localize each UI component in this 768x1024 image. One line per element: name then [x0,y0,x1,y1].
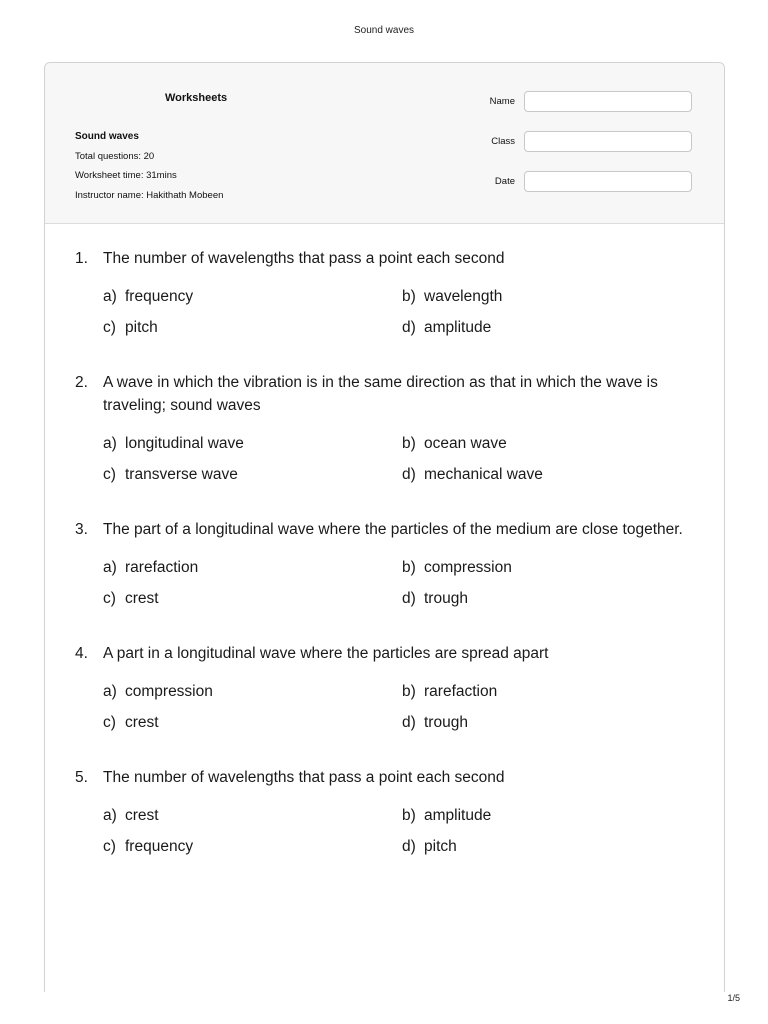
page-number: 1/5 [727,993,740,1003]
answer-option[interactable] [402,556,702,579]
option-text: crest [125,590,159,607]
answer-option[interactable] [103,432,402,455]
answer-option[interactable] [402,804,702,827]
worksheet-page [44,62,725,992]
option-text: longitudinal wave [125,435,244,452]
name-input[interactable] [524,91,692,112]
option-text: wavelength [424,288,503,305]
worksheets-label: Worksheets [165,92,228,104]
class-field-row [465,131,695,155]
option-letter: b) [402,683,416,700]
option-text: frequency [125,838,194,855]
option-text: pitch [125,319,158,336]
worksheet-header [45,63,724,224]
option-text: compression [424,559,512,576]
class-input[interactable] [524,131,692,152]
answer-option[interactable] [402,835,702,858]
option-text: transverse wave [125,466,238,483]
question-number: 3. [75,521,88,538]
option-letter: d) [402,466,416,483]
answer-option[interactable] [103,285,402,308]
option-letter: c) [103,714,116,731]
option-letter: a) [103,288,117,305]
answer-options [103,556,705,610]
question-number: 2. [75,374,88,391]
answer-option[interactable] [402,463,702,486]
option-letter: d) [402,714,416,731]
answer-option[interactable] [103,835,402,858]
option-text: trough [424,590,468,607]
option-text: amplitude [424,807,492,824]
name-field-row [465,91,695,115]
answer-option[interactable] [402,711,702,734]
option-letter: b) [402,559,416,576]
answer-option[interactable] [103,711,402,734]
answer-options [103,680,705,734]
worksheet-topic: Sound waves [75,131,139,142]
answer-option[interactable] [402,680,702,703]
class-label: Class [491,136,515,147]
option-letter: d) [402,319,416,336]
option-text: trough [424,714,468,731]
question-stem [75,642,705,665]
question-text: A part in a longitudinal wave where the particles are spread apart [103,645,549,662]
option-letter: b) [402,435,416,452]
option-text: compression [125,683,213,700]
option-text: ocean wave [424,435,507,452]
question-stem [75,247,705,270]
option-text: crest [125,807,159,824]
date-field-row [465,171,695,195]
question-list [75,247,705,890]
option-text: rarefaction [125,559,199,576]
question-5 [75,766,705,858]
answer-option[interactable] [103,680,402,703]
question-text: The number of wavelengths that pass a point each second [103,250,505,267]
answer-option[interactable] [103,316,402,339]
worksheet-info [75,127,223,205]
question-1 [75,247,705,339]
name-label: Name [489,96,515,107]
instructor-name: Instructor name: Hakithath Mobeen [75,189,224,201]
option-letter: b) [402,807,416,824]
question-number: 1. [75,250,88,267]
total-questions: Total questions: 20 [75,150,155,162]
question-stem [75,371,705,417]
question-4 [75,642,705,734]
date-label: Date [494,176,515,187]
option-text: rarefaction [424,683,498,700]
option-text: mechanical wave [424,466,543,483]
option-letter: c) [103,590,116,607]
question-stem [75,518,705,541]
question-number: 5. [75,769,88,786]
answer-option[interactable] [402,285,702,308]
document-title: Sound waves [353,25,415,36]
option-letter: c) [103,319,116,336]
option-letter: b) [402,288,416,305]
answer-option[interactable] [402,587,702,610]
option-letter: d) [402,838,416,855]
answer-options [103,432,705,486]
worksheet-time: Worksheet time: 31mins [75,170,177,181]
option-letter: c) [103,466,116,483]
option-text: frequency [125,288,194,305]
option-letter: a) [103,559,117,576]
answer-option[interactable] [402,432,702,455]
option-text: crest [125,714,159,731]
question-number: 4. [75,645,88,662]
answer-option[interactable] [103,587,402,610]
answer-options [103,804,705,858]
option-letter: c) [103,838,116,855]
answer-option[interactable] [103,463,402,486]
option-letter: a) [103,807,117,824]
option-letter: d) [402,590,416,607]
question-text: A wave in which the vibration is in the same direction as that in which the wave is traveling; sound waves [103,374,658,414]
question-2 [75,371,705,486]
option-letter: a) [103,435,117,452]
question-text: The part of a longitudinal wave where the particles of the medium are close together. [103,521,683,538]
question-text: The number of wavelengths that pass a point each second [103,769,505,786]
answer-options [103,285,705,339]
date-input[interactable] [524,171,692,192]
question-3 [75,518,705,610]
option-letter: a) [103,683,117,700]
question-stem [75,766,705,789]
answer-option[interactable] [103,556,402,579]
option-text: amplitude [424,319,492,336]
answer-option[interactable] [402,316,702,339]
option-text: pitch [424,838,457,855]
answer-option[interactable] [103,804,402,827]
